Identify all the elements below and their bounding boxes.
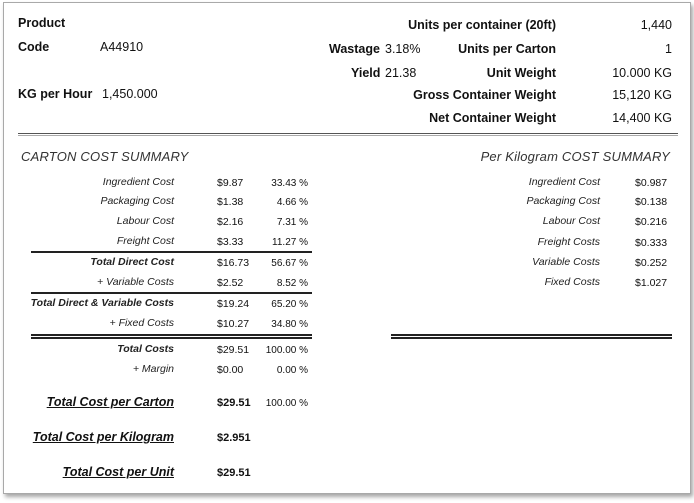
carton-row-pct: 33.43 % bbox=[271, 178, 308, 189]
total-cost-per-kilogram-label: Total Cost per Kilogram bbox=[32, 430, 174, 444]
carton-row-pct: 56.67 % bbox=[271, 258, 308, 269]
carton-row-value: $10.27 bbox=[217, 318, 250, 330]
unit-weight-label: Unit Weight bbox=[486, 66, 556, 80]
carton-row-pct: 34.80 % bbox=[271, 319, 308, 330]
kg-row-label: Variable Costs bbox=[532, 256, 600, 268]
kg-row-value: $1.027 bbox=[635, 277, 668, 289]
gross-weight-value: 15,120 KG bbox=[612, 88, 672, 102]
carton-row-pct: 11.27 % bbox=[272, 237, 308, 248]
carton-row-value: $19.24 bbox=[217, 298, 250, 310]
total-cost-per-carton-label: Total Cost per Carton bbox=[46, 395, 174, 409]
kg-row-label: Packaging Cost bbox=[526, 195, 600, 207]
units-container-value: 1,440 bbox=[640, 18, 672, 32]
kg-row-value: $0.138 bbox=[635, 196, 668, 208]
carton-row-value: $1.38 bbox=[217, 196, 244, 208]
carton-row-pct: 4.66 % bbox=[276, 197, 308, 208]
carton-row-label: Ingredient Cost bbox=[102, 176, 174, 188]
total-cost-per-kilogram-value: $2.951 bbox=[217, 432, 251, 444]
total-cost-per-unit-value: $29.51 bbox=[217, 467, 251, 479]
total-divider bbox=[31, 337, 312, 339]
carton-row-pct: 8.52 % bbox=[276, 278, 308, 289]
kg-row-label: Fixed Costs bbox=[544, 276, 600, 288]
units-carton-value: 1 bbox=[665, 42, 672, 56]
carton-row-label: + Variable Costs bbox=[97, 276, 174, 288]
carton-summary-title: CARTON COST SUMMARY bbox=[21, 149, 189, 164]
net-weight-value: 14,400 KG bbox=[612, 111, 672, 125]
code-label: Code bbox=[18, 40, 50, 54]
carton-row-label: Total Direct & Variable Costs bbox=[30, 297, 174, 309]
carton-row-pct: 65.20 % bbox=[271, 299, 308, 310]
net-weight-label: Net Container Weight bbox=[429, 111, 556, 125]
carton-row-value: $3.33 bbox=[217, 236, 244, 248]
total-cost-per-carton-pct: 100.00 % bbox=[265, 398, 308, 409]
kg-total-divider bbox=[391, 334, 672, 336]
kg-row-value: $0.987 bbox=[635, 177, 668, 189]
units-carton-label: Units per Carton bbox=[458, 42, 556, 56]
total-divider bbox=[31, 334, 312, 336]
kg-row-label: Freight Costs bbox=[537, 236, 600, 248]
gross-weight-label: Gross Container Weight bbox=[413, 88, 556, 102]
carton-row-pct: 7.31 % bbox=[276, 217, 308, 228]
carton-row-value: $16.73 bbox=[217, 257, 250, 269]
carton-row-pct: 100.00 % bbox=[265, 345, 308, 356]
kg-total-divider bbox=[391, 337, 672, 339]
total-cost-per-carton-value: $29.51 bbox=[217, 397, 251, 409]
kg-per-hour-label: KG per Hour bbox=[18, 87, 93, 101]
carton-row-label: Labour Cost bbox=[116, 215, 174, 227]
carton-row-label: Packaging Cost bbox=[100, 195, 174, 207]
kg-summary-title: Per Kilogram COST SUMMARY bbox=[480, 149, 670, 164]
product-label: Product bbox=[18, 16, 66, 30]
unit-weight-value: 10.000 KG bbox=[612, 66, 672, 80]
carton-row-label: Total Costs bbox=[117, 343, 174, 355]
subtotal-divider bbox=[31, 292, 312, 294]
header-divider-shadow bbox=[18, 135, 678, 136]
units-container-label: Units per container (20ft) bbox=[408, 18, 556, 32]
kg-row-value: $0.216 bbox=[635, 216, 668, 228]
carton-row-value: $0.00 bbox=[217, 364, 244, 376]
carton-row-label: Freight Cost bbox=[116, 235, 174, 247]
kg-row-label: Ingredient Cost bbox=[528, 176, 600, 188]
carton-row-value: $9.87 bbox=[217, 177, 244, 189]
header-divider bbox=[18, 133, 678, 134]
code-value: A44910 bbox=[100, 40, 144, 54]
carton-row-value: $2.16 bbox=[217, 216, 244, 228]
carton-row-label: + Margin bbox=[132, 363, 174, 375]
kg-row-value: $0.333 bbox=[635, 237, 668, 249]
kg-row-label: Labour Cost bbox=[542, 215, 600, 227]
yield-label: Yield bbox=[351, 66, 381, 80]
wastage-label: Wastage bbox=[329, 42, 380, 56]
subtotal-divider bbox=[31, 251, 312, 253]
wastage-value: 3.18% bbox=[385, 42, 421, 56]
kg-row-value: $0.252 bbox=[635, 257, 668, 269]
carton-row-label: Total Direct Cost bbox=[90, 256, 174, 268]
kg-per-hour-value: 1,450.000 bbox=[102, 87, 158, 101]
yield-value: 21.38 bbox=[385, 66, 417, 80]
carton-row-pct: 0.00 % bbox=[276, 365, 308, 376]
total-cost-per-unit-label: Total Cost per Unit bbox=[62, 465, 174, 479]
report-page bbox=[3, 2, 691, 494]
carton-row-value: $29.51 bbox=[217, 344, 250, 356]
carton-row-label: + Fixed Costs bbox=[109, 317, 174, 329]
carton-row-value: $2.52 bbox=[217, 277, 244, 289]
